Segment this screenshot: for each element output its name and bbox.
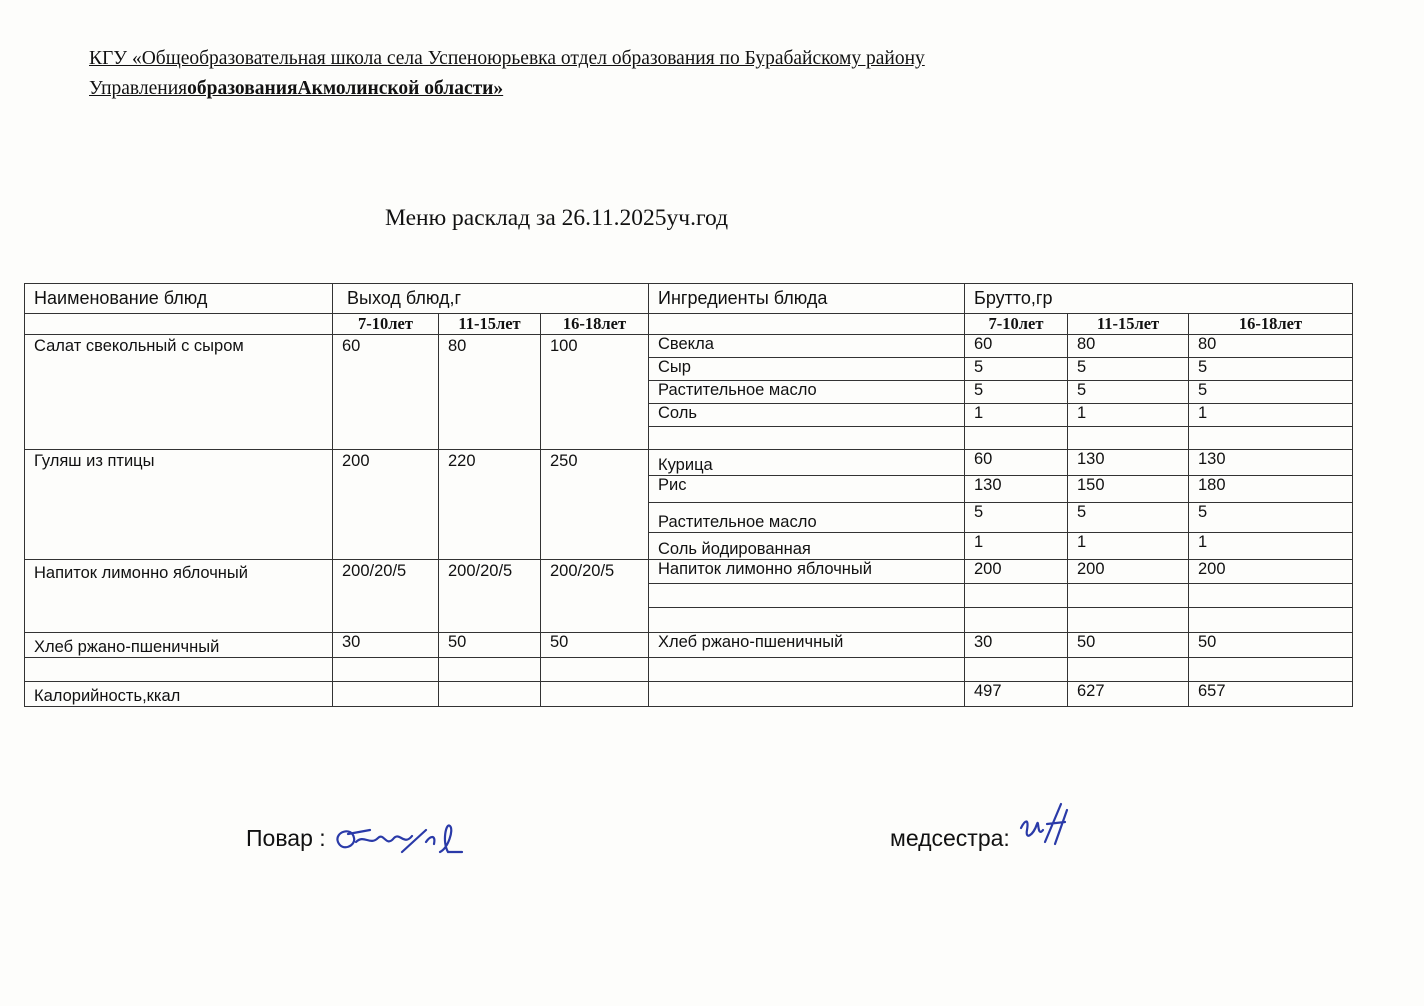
gross-value: 200 bbox=[1068, 560, 1189, 584]
age-header: 16-18лет bbox=[541, 314, 649, 335]
ingredient-name: Свекла bbox=[649, 335, 965, 358]
calories-value: 657 bbox=[1189, 682, 1353, 707]
gross-value: 5 bbox=[1068, 358, 1189, 381]
calories-label: Калорийность,ккал bbox=[25, 682, 333, 707]
dish-output: 200/20/5 bbox=[333, 560, 439, 633]
table-header-row bbox=[25, 284, 1353, 314]
gross-value: 5 bbox=[965, 381, 1068, 404]
dish-output: 50 bbox=[541, 633, 649, 658]
dish-name: Салат свекольный с сыром bbox=[25, 335, 333, 450]
menu-table bbox=[24, 283, 1353, 707]
dish-output: 100 bbox=[541, 335, 649, 450]
ingredient-name: Хлеб ржано-пшеничный bbox=[649, 633, 965, 658]
gross-value: 5 bbox=[1068, 381, 1189, 404]
dish-name: Хлеб ржано-пшеничный bbox=[25, 633, 333, 658]
ingredient-name: Соль bbox=[649, 404, 965, 427]
gross-value: 130 bbox=[1189, 450, 1353, 476]
dish-output: 200/20/5 bbox=[439, 560, 541, 633]
gross-value: 5 bbox=[965, 358, 1068, 381]
table-row bbox=[25, 335, 1353, 358]
gross-value: 60 bbox=[965, 335, 1068, 358]
document-title: Меню расклад за 26.11.2025уч.год bbox=[385, 205, 729, 231]
gross-value: 130 bbox=[965, 476, 1068, 503]
header-ingredients: Ингредиенты блюда bbox=[649, 284, 965, 314]
gross-value: 1 bbox=[965, 404, 1068, 427]
dish-output: 30 bbox=[333, 633, 439, 658]
dish-output: 220 bbox=[439, 450, 541, 560]
organization-header bbox=[89, 44, 925, 104]
age-header: 7-10лет bbox=[965, 314, 1068, 335]
gross-value: 50 bbox=[1189, 633, 1353, 658]
gross-value: 5 bbox=[1189, 381, 1353, 404]
dish-output: 60 bbox=[333, 335, 439, 450]
ingredient-name: Растительное масло bbox=[649, 381, 965, 404]
dish-output: 200/20/5 bbox=[541, 560, 649, 633]
table-row-empty bbox=[25, 658, 1353, 682]
table-row bbox=[25, 560, 1353, 584]
ingredient-name: Курица bbox=[649, 450, 965, 476]
gross-value: 80 bbox=[1189, 335, 1353, 358]
calories-row bbox=[25, 682, 1353, 707]
gross-value: 200 bbox=[1189, 560, 1353, 584]
gross-value: 1 bbox=[965, 533, 1068, 560]
gross-value: 5 bbox=[1068, 503, 1189, 533]
ingredient-name: Рис bbox=[649, 476, 965, 503]
ingredient-name: Соль йодированная bbox=[649, 533, 965, 560]
header-dish: Наименование блюд bbox=[25, 284, 333, 314]
cook-label: Повар : bbox=[246, 825, 326, 851]
gross-value: 5 bbox=[1189, 358, 1353, 381]
gross-value: 80 bbox=[1068, 335, 1189, 358]
age-header: 16-18лет bbox=[1189, 314, 1353, 335]
table-row bbox=[25, 450, 1353, 476]
gross-value: 5 bbox=[965, 503, 1068, 533]
gross-value: 180 bbox=[1189, 476, 1353, 503]
table-subheader-row bbox=[25, 314, 1353, 335]
organization-line-2: УправленияобразованияАкмолинской области» bbox=[89, 78, 504, 99]
age-header: 11-15лет bbox=[1068, 314, 1189, 335]
gross-value: 1 bbox=[1189, 533, 1353, 560]
header-gross: Брутто,гр bbox=[965, 284, 1353, 314]
dish-name: Гуляш из птицы bbox=[25, 450, 333, 560]
calories-value: 497 bbox=[965, 682, 1068, 707]
cook-signature bbox=[330, 812, 465, 867]
gross-value: 1 bbox=[1068, 404, 1189, 427]
nurse-signature bbox=[1015, 798, 1070, 853]
dish-output: 50 bbox=[439, 633, 541, 658]
gross-value: 150 bbox=[1068, 476, 1189, 503]
gross-value: 130 bbox=[1068, 450, 1189, 476]
dish-output: 80 bbox=[439, 335, 541, 450]
ingredient-name: Растительное масло bbox=[649, 503, 965, 533]
dish-name: Напиток лимонно яблочный bbox=[25, 560, 333, 633]
dish-output: 250 bbox=[541, 450, 649, 560]
table-row bbox=[25, 633, 1353, 658]
age-header: 11-15лет bbox=[439, 314, 541, 335]
dish-output: 200 bbox=[333, 450, 439, 560]
gross-value: 1 bbox=[1189, 404, 1353, 427]
calories-value: 627 bbox=[1068, 682, 1189, 707]
gross-value: 200 bbox=[965, 560, 1068, 584]
header-output: Выход блюд,г bbox=[333, 284, 649, 314]
nurse-label: медсестра: bbox=[890, 825, 1010, 851]
organization-line-1: КГУ «Общеобразовательная школа села Успеноюрьевка отдел образования по Бурабайскому району bbox=[89, 48, 925, 69]
ingredient-name: Сыр bbox=[649, 358, 965, 381]
ingredient-name: Напиток лимонно яблочный bbox=[649, 560, 965, 584]
age-header: 7-10лет bbox=[333, 314, 439, 335]
gross-value: 50 bbox=[1068, 633, 1189, 658]
gross-value: 30 bbox=[965, 633, 1068, 658]
gross-value: 60 bbox=[965, 450, 1068, 476]
gross-value: 5 bbox=[1189, 503, 1353, 533]
gross-value: 1 bbox=[1068, 533, 1189, 560]
